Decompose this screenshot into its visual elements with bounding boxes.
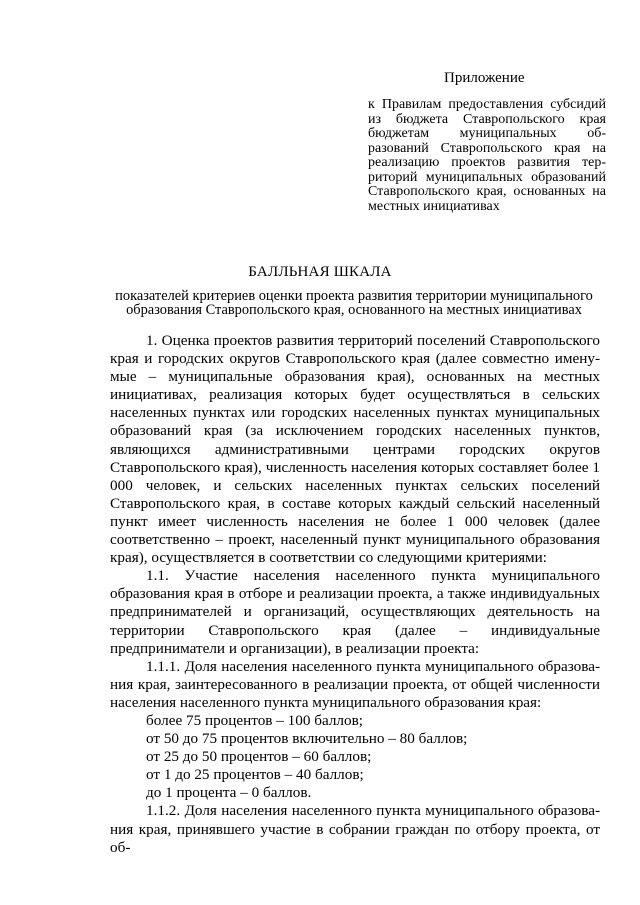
score-item-1: более 75 процентов – 100 баллов;	[146, 711, 363, 729]
score-item-5: до 1 процента – 0 баллов.	[146, 784, 312, 802]
paragraph-1-1: 1.1. Участие населения населенного пункта муниципального образования края в отборе и реализации проекта, а также индивидуальных предпринимателей и организаций, осуществляющих деятельность на территории Ставропольского края (далее – индивидуальные предприниматели и организации), в реализации проекта:	[110, 567, 600, 657]
score-item-2: от 50 до 75 процентов включительно – 80 баллов;	[146, 730, 468, 748]
score-item-3: от 25 до 50 процентов – 60 баллов;	[146, 748, 372, 766]
appendix-reference-text: к Правилам предоставления субсидий из бюджета Ставропольского края бюджетам муниципальных образований Ставропольского края на реализацию проектов развития территорий муниципальных образований Ставропольского края, основанных на местных инициативах	[368, 97, 606, 214]
paragraph-1-1-2: 1.1.2. Доля населения населенного пункта муниципального образования края, принявшего участие в собрании граждан по отбору проекта, от об-	[110, 802, 600, 856]
paragraph-1: 1. Оценка проектов развития территорий поселений Ставропольского края и городских округов Ставропольского края (далее совместно именумые – муниципальные образования края), основанных на местных инициативах, реализация которых будет осуществляться в сельских населенных пунктах или городских населенных пунктах муниципальных образований края (за исключением городских населенных пунктов, являющихся административными центрами городских округов Ставропольского края), численность населения которых составляет более 1 000 человек, и сельских населенных пунктах сельских поселений Ставропольского края, в составе которых каждый сельский населенный пункт имеет численность населения не более 1 000 человек (далее соответственно – проект, населенный пункт муниципального образования края), осуществляется в соответствии со следующими критериями:	[110, 332, 600, 567]
appendix-title: Приложение	[444, 70, 525, 86]
paragraph-1-1-1: 1.1.1. Доля населения населенного пункта муниципального образования края, заинтересованного в реализации проекта, от общей численности населения населенного пункта муниципального образования края:	[110, 657, 600, 711]
score-item-4: от 1 до 25 процентов – 40 баллов;	[146, 766, 364, 784]
document-title: БАЛЛЬНАЯ ШКАЛА	[248, 264, 392, 280]
document-subtitle: показателей критериев оценки проекта развития территории муниципального образования Ставропольского края, основанного на местных инициативах	[115, 288, 593, 318]
document-body	[110, 332, 600, 857]
